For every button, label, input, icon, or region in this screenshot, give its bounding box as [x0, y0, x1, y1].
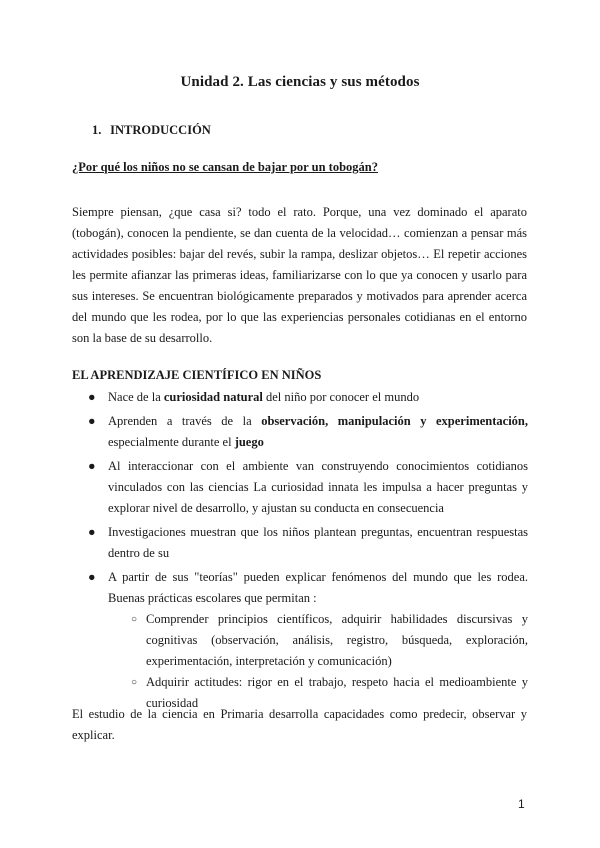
intro-paragraph: Siempre piensan, ¿que casa si? todo el rato. Porque, una vez dominado el aparato (tobogán), conocen la pendiente, se dan cuenta de la velocidad… comienzan a pensar más actividades posibles: bajar del revés, subir la rampa, deslizar objetos… El repetir acciones les permite afianzar las primeras ideas, familiarizarse con lo que ya conocen y usarlo para sus intereses. Se encuentran biológicamente preparados y motivados para aprender acerca del mundo que les rodea, por lo que las experiencias personales cotidianas en el entorno son la base de su desarrollo. [72, 205, 527, 345]
bullet-icon: ● [88, 570, 96, 584]
question-heading: ¿Por qué los niños no se cansan de bajar por un tobogán? [72, 160, 378, 174]
list-item-text: especialmente durante el [108, 435, 235, 449]
list-item [88, 411, 528, 453]
bullet-list [88, 387, 528, 717]
sub-list-item-text: Comprender principios científicos, adquirir habilidades discursivas y cognitivas (observación, análisis, registro, búsqueda, exploración, experimentación, interpretación y comunicación) [146, 612, 528, 668]
page-number: 1 [518, 797, 525, 811]
bullet-icon: ● [88, 390, 96, 404]
page-title: Unidad 2. Las ciencias y sus métodos [180, 74, 420, 90]
emphasis-text: observación, manipulación y experimentación, [261, 414, 528, 428]
sub-bullet-icon: ○ [131, 677, 138, 688]
emphasis-text: juego [234, 435, 264, 449]
bullet-icon: ● [88, 414, 96, 428]
subheading: EL APRENDIZAJE CIENTÍFICO EN NIÑOS [72, 368, 322, 382]
section-title: INTRODUCCIÓN [110, 123, 211, 137]
list-item [88, 522, 528, 564]
emphasis-text: curiosidad natural [163, 390, 263, 404]
sub-bullet-icon: ○ [131, 614, 138, 625]
sub-list-item [110, 609, 528, 672]
list-item [88, 567, 528, 714]
list-item-text: Al interaccionar con el ambiente van construyendo conocimientos cotidianos vinculados con las ciencias La curiosidad innata les impulsa a hacer preguntas y explorar nivel de desarrollo, y ajustan su conducta en consecuencia [108, 459, 528, 515]
list-item [88, 387, 528, 408]
section-number: 1. [92, 123, 102, 137]
bullet-icon: ● [88, 459, 96, 473]
list-item-text: Nace de la [108, 390, 164, 404]
list-item-text: del niño por conocer el mundo [262, 390, 420, 404]
list-item-text: Aprenden a través de la [108, 414, 262, 428]
closing-paragraph: El estudio de la ciencia en Primaria desarrolla capacidades como predecir, observar y explicar. [72, 707, 527, 742]
sub-list [108, 609, 528, 714]
bullet-icon: ● [88, 525, 96, 539]
section-heading [92, 123, 211, 138]
list-item [88, 456, 528, 519]
sub-list-item-text: Adquirir actitudes: rigor en el trabajo, respeto hacia el medioambiente y curiosidad [146, 675, 528, 710]
list-item-text: Investigaciones muestran que los niños plantean preguntas, encuentran respuestas dentro de su [108, 525, 528, 560]
list-item-text: A partir de sus "teorías" pueden explicar fenómenos del mundo que les rodea. Buenas prácticas escolares que permitan : [108, 570, 528, 605]
